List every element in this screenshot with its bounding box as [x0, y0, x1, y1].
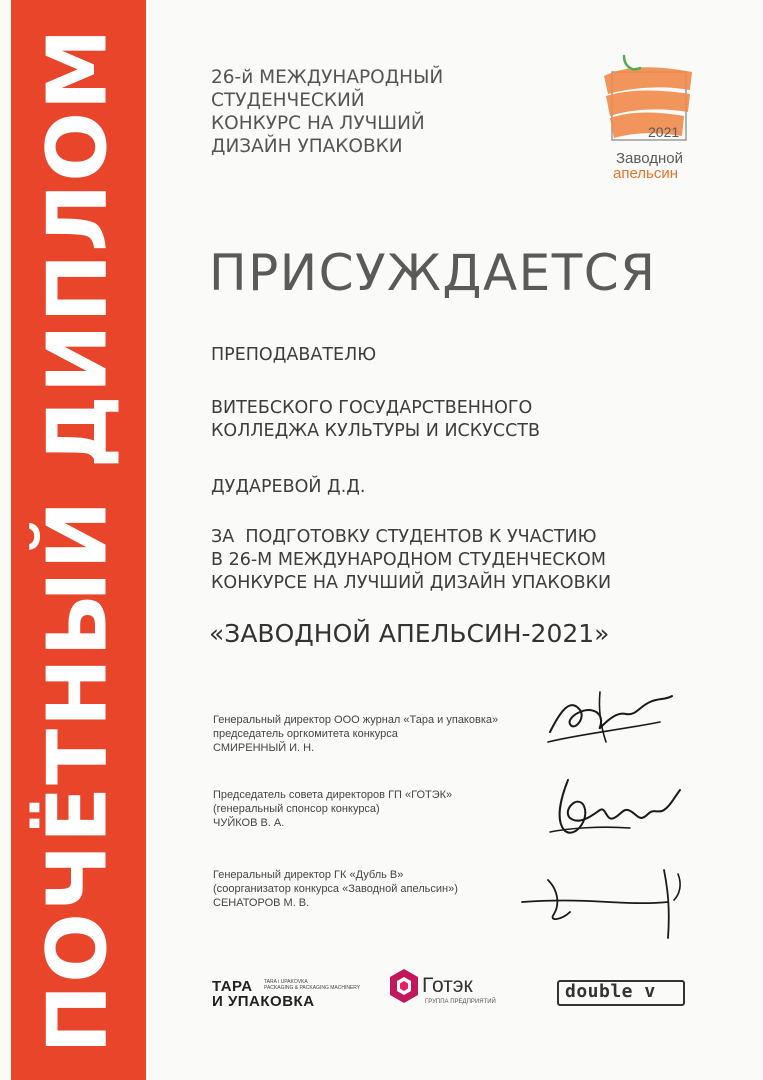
institution-line: КОЛЛЕДЖА КУЛЬТУРЫ И ИСКУССТВ	[211, 421, 540, 441]
signatory-title-line: (соорганизатор конкурса «Заводной апельсин»)	[213, 883, 458, 895]
gotek-logo-subtitle: ГРУППА ПРЕДПРИЯТИЙ	[425, 999, 496, 1005]
institution-line: ВИТЕБСКОГО ГОСУДАРСТВЕННОГО	[211, 398, 533, 418]
signatory-title-line: Председатель совета директоров ГП «ГОТЭК»	[213, 789, 453, 801]
recipient-name: ДУДАРЕВОЙ Д.Д.	[211, 477, 366, 497]
contest-title	[211, 66, 491, 158]
diploma-band-title: ПОЧЁТНЫЙ ДИПЛОМ	[30, 26, 126, 1054]
signature-senatorov	[518, 860, 693, 945]
signatory-title-line: (генеральный спонсор конкурса)	[213, 803, 380, 815]
contest-title-line: 26-й МЕЖДУНАРОДНЫЙ	[211, 67, 444, 88]
signatory-name: СЕНАТОРОВ М. В.	[213, 897, 310, 909]
reason-line: КОНКУРСЕ НА ЛУЧШИЙ ДИЗАЙН УПАКОВКИ	[211, 573, 612, 593]
tara-logo-small	[264, 979, 360, 991]
doublev-logo-name: double v	[565, 981, 656, 1002]
signatory-name: ЧУЙКОВ В. А.	[213, 817, 285, 829]
signatory-title-line: Генеральный директор ООО журнал «Тара и упаковка»	[213, 714, 499, 726]
signatory-block	[213, 788, 533, 830]
tara-logo-small-line: TARA i UPAKOVKA	[264, 979, 308, 985]
logo-year: 2021	[648, 124, 680, 140]
award-reason	[211, 526, 611, 595]
signatory-block	[213, 868, 533, 910]
reason-line: В 26-М МЕЖДУНАРОДНОМ СТУДЕНЧЕСКОМ	[211, 550, 606, 570]
tara-logo-small-line: PACKAGING & PACKAGING MACHINERY	[264, 985, 361, 991]
awarded-heading: ПРИСУЖДАЕТСЯ	[209, 244, 657, 302]
contest-title-line: ДИЗАЙН УПАКОВКИ	[211, 136, 403, 157]
contest-name: «ЗАВОДНОЙ АПЕЛЬСИН-2021»	[209, 619, 610, 648]
gotek-hexagon-icon	[388, 968, 420, 1004]
contest-title-line: СТУДЕНЧЕСКИЙ	[211, 90, 365, 111]
signature-smirenny	[540, 682, 680, 752]
signatory-name: СМИРЕННЫЙ И. Н.	[213, 742, 315, 754]
signatory-block	[213, 713, 533, 755]
reason-line: ЗА ПОДГОТОВКУ СТУДЕНТОВ К УЧАСТИЮ	[211, 527, 597, 547]
signatory-title-line: председатель оргкомитета конкурса	[213, 728, 398, 740]
recipient-role: ПРЕПОДАВАТЕЛЮ	[211, 345, 377, 365]
institution	[211, 397, 540, 443]
signature-chuikov	[540, 770, 690, 850]
tara-logo-line2: И УПАКОВКА	[212, 993, 315, 1010]
logo-name-line1: Заводной	[616, 150, 683, 167]
gotek-logo-name: Готэк	[422, 974, 473, 997]
contest-title-line: КОНКУРС НА ЛУЧШИЙ	[211, 113, 425, 134]
logo-leaf	[624, 56, 640, 69]
tara-logo-line1: ТАРА	[212, 978, 253, 995]
logo-name-line2: апельсин	[613, 165, 679, 182]
signatory-title-line: Генеральный директор ГК «Дубль В»	[213, 869, 404, 881]
